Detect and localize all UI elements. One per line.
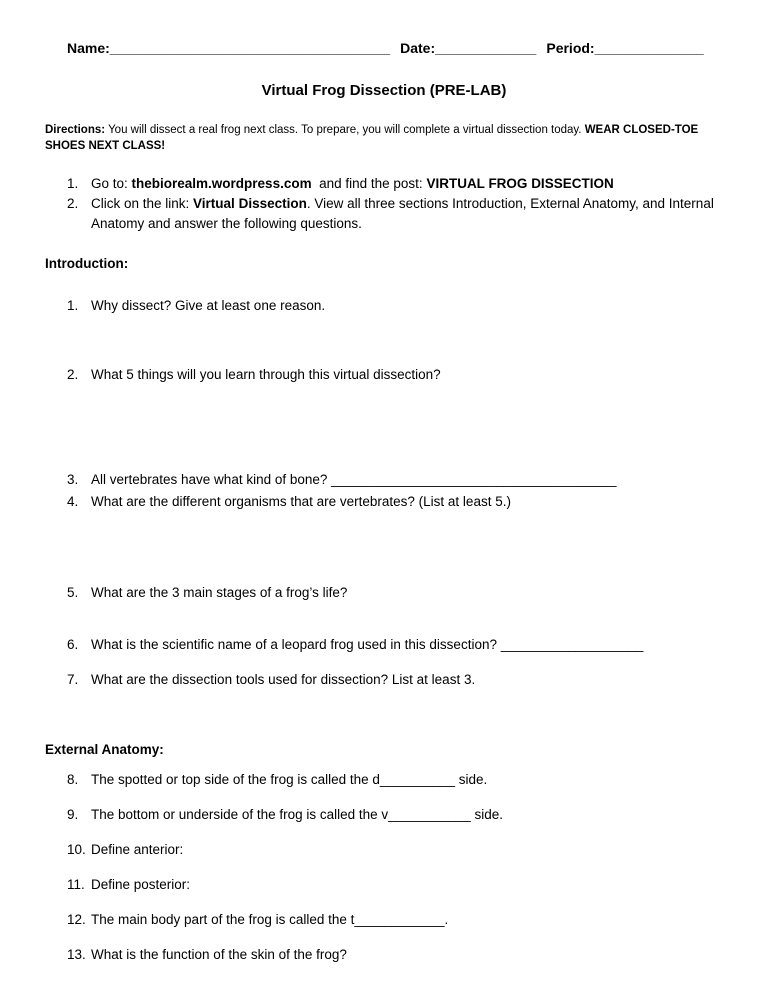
question-item-9 — [45, 805, 723, 825]
question-item-8 — [45, 770, 723, 790]
step-text-part: Click on the link: — [91, 196, 194, 212]
directions-warning: WEAR CLOSED-TOE SHOES NEXT CLASS! — [45, 124, 702, 152]
step-number: 1. — [67, 176, 79, 192]
question-text: What are the 3 main stages of a frog’s life? — [91, 585, 348, 601]
question-item-2 — [45, 365, 723, 385]
question-text: What is the function of the skin of the frog? — [91, 947, 347, 963]
directions-paragraph — [45, 123, 723, 154]
question-number: 4. — [67, 494, 79, 510]
question-text: The bottom or underside of the frog is called the v___________ side. — [91, 807, 504, 823]
question-item-3 — [45, 470, 723, 490]
date-blank-line: _____________ — [435, 40, 537, 56]
question-number: 1. — [67, 298, 79, 314]
period-label: Period: — [546, 40, 595, 56]
step-text-part: and find the post: — [311, 176, 427, 192]
name-date-period-line — [67, 40, 723, 56]
question-item-11 — [45, 875, 723, 895]
section-heading-external-anatomy: External Anatomy: — [45, 742, 164, 758]
step-text-part: . View all three sections Introduction, External Anatomy, and Internal Anatomy and answer the following questions. — [91, 196, 717, 232]
question-text: Define anterior: — [91, 842, 184, 858]
question-number: 3. — [67, 472, 79, 488]
step-text — [91, 194, 723, 234]
question-number: 10. — [67, 842, 86, 858]
question-number: 5. — [67, 585, 79, 601]
step-text-part: Go to: — [91, 176, 132, 192]
step-text — [91, 174, 723, 194]
question-item-12 — [45, 910, 723, 930]
setup-steps-list — [45, 174, 723, 234]
page-title: Virtual Frog Dissection (PRE-LAB) — [261, 82, 507, 99]
section-heading-introduction: Introduction: — [45, 256, 129, 272]
question-number: 12. — [67, 912, 86, 928]
step-text-bold: Virtual Dissection — [193, 196, 307, 212]
question-text: What 5 things will you learn through this virtual dissection? — [91, 367, 441, 383]
question-item-1 — [45, 296, 723, 316]
directions-label: Directions: — [45, 124, 106, 136]
question-text: Define posterior: — [91, 877, 191, 893]
question-text: All vertebrates have what kind of bone? ______________________________________ — [91, 472, 617, 488]
question-number: 8. — [67, 772, 79, 788]
question-item-6 — [45, 635, 723, 655]
question-item-10 — [45, 840, 723, 860]
question-item-4 — [45, 492, 723, 512]
date-label: Date: — [400, 40, 436, 56]
question-text: What are the different organisms that are vertebrates? (List at least 5.) — [91, 494, 511, 510]
directions-body: You will dissect a real frog next class. To prepare, you will complete a virtual dissection today. — [105, 124, 585, 136]
question-text: What are the dissection tools used for dissection? List at least 3. — [91, 672, 476, 688]
question-number: 9. — [67, 807, 79, 823]
question-text: Why dissect? Give at least one reason. — [91, 298, 326, 314]
question-text: The spotted or top side of the frog is called the d__________ side. — [91, 772, 488, 788]
period-blank-line: ______________ — [594, 40, 704, 56]
question-number: 11. — [67, 877, 85, 893]
name-blank-line: ____________________________________ — [109, 40, 391, 56]
question-text: The main body part of the frog is called the t____________. — [91, 912, 449, 928]
name-label: Name: — [67, 40, 110, 56]
question-item-13 — [45, 945, 723, 965]
question-text: What is the scientific name of a leopard frog used in this dissection? ___________________ — [91, 637, 644, 653]
question-item-5 — [45, 583, 723, 603]
step-text-bold: VIRTUAL FROG DISSECTION — [426, 176, 614, 192]
setup-step-1 — [45, 174, 723, 194]
step-number: 2. — [67, 196, 79, 212]
step-text-bold: thebiorealm.wordpress.com — [131, 176, 312, 192]
question-item-7 — [45, 670, 723, 690]
setup-step-2 — [45, 194, 723, 234]
question-number: 13. — [67, 947, 86, 963]
question-number: 6. — [67, 637, 79, 653]
question-number: 7. — [67, 672, 79, 688]
question-number: 2. — [67, 367, 79, 383]
